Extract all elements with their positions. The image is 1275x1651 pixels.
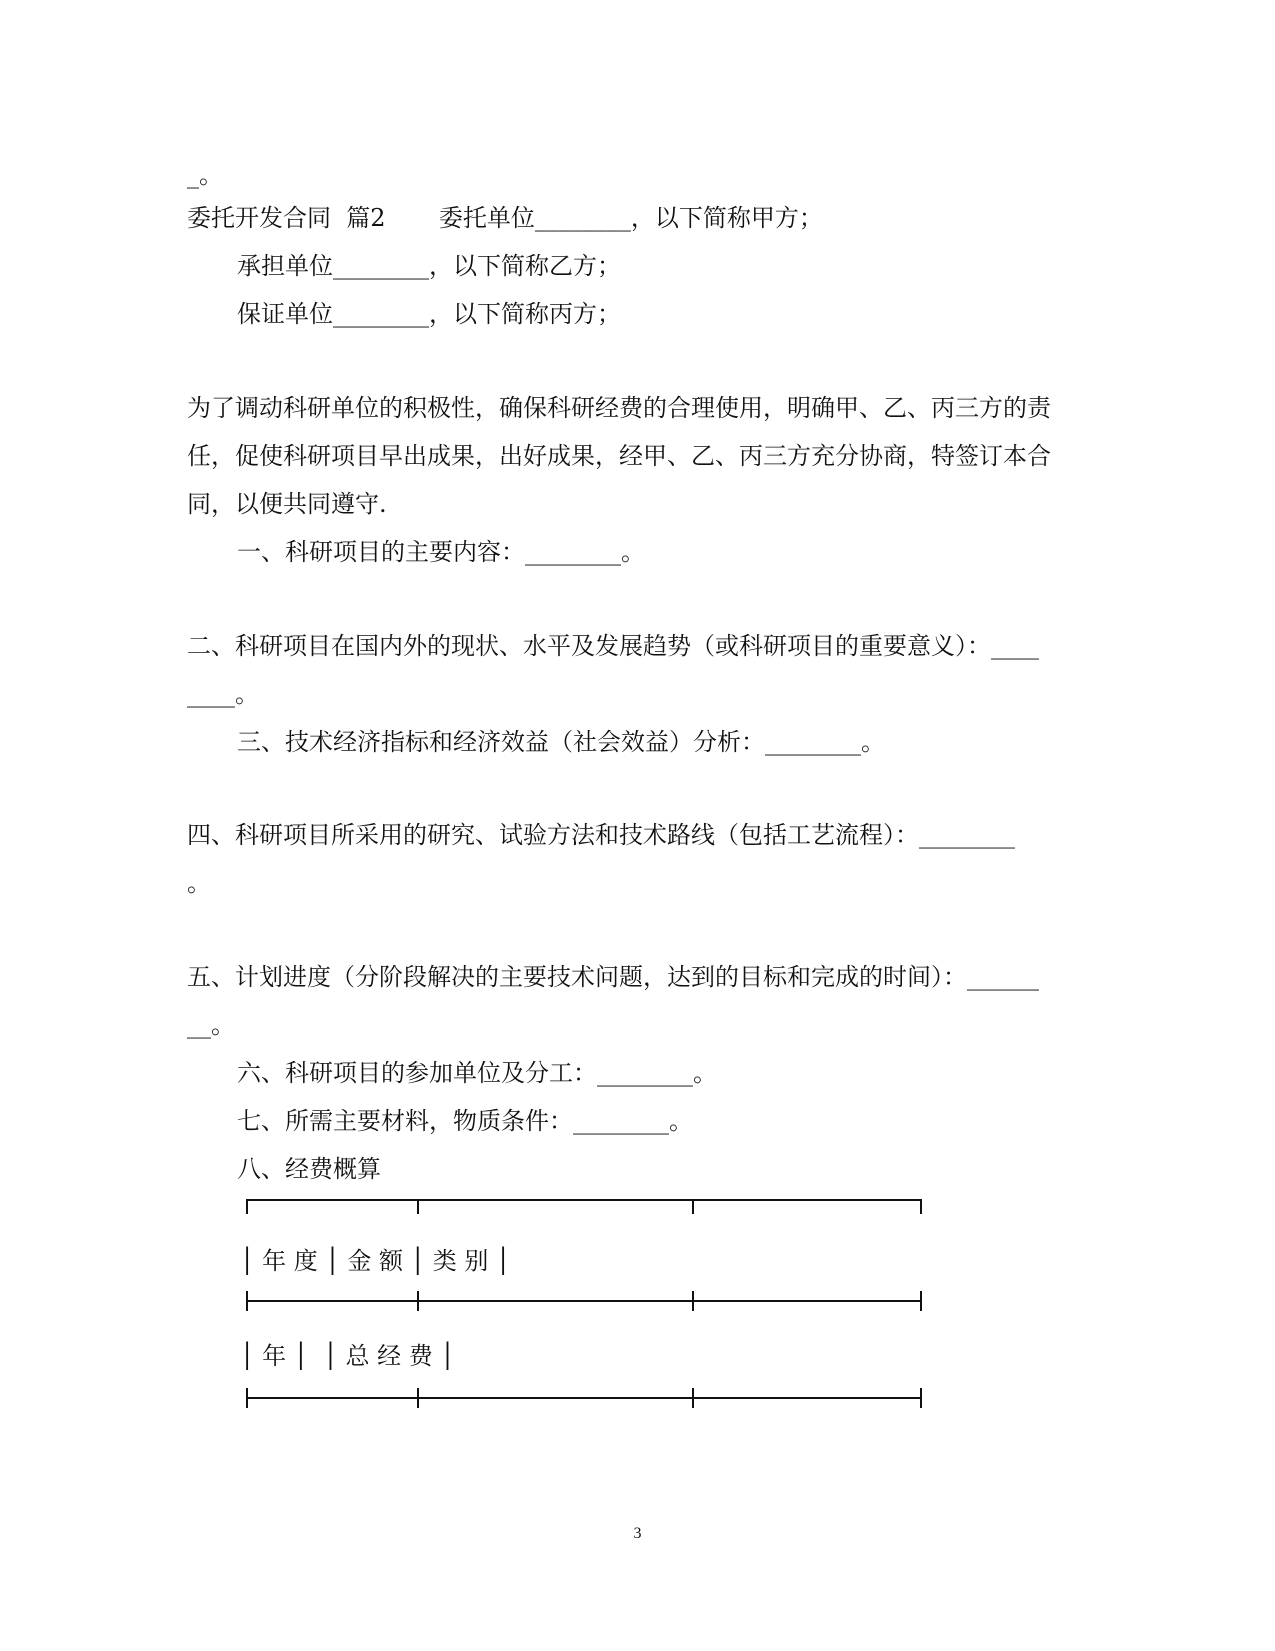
clause-5: 五、计划进度（分阶段解决的主要技术问题，达到的目标和完成的时间）：______ [187, 963, 1039, 991]
table-divider [246, 1388, 922, 1408]
clause-7: 七、所需主要材料，物质条件：________。 [237, 1107, 693, 1135]
preamble-line-1: 为了调动科研单位的积极性，确保科研经费的合理使用，明确甲、乙、丙三方的责 [187, 394, 1051, 422]
clause-3: 三、技术经济指标和经济效益（社会效益）分析：________。 [237, 728, 885, 756]
clause-4-cont: 。 [187, 869, 211, 897]
contract-heading-line: 委托开发合同 篇2 委托单位________，以下简称甲方； [187, 204, 823, 232]
text-line: _。 [187, 161, 223, 189]
clause-1: 一、科研项目的主要内容：________。 [237, 538, 645, 566]
clause-8: 八、经费概算 [237, 1155, 381, 1183]
page-number: 3 [633, 1525, 642, 1542]
table-top-border [246, 1198, 922, 1218]
clause-5-cont: __。 [187, 1011, 235, 1039]
preamble-line-2: 任，促使科研项目早出成果，出好成果，经甲、乙、丙三方充分协商，特签订本合 [187, 442, 1051, 470]
clause-2-cont: ____。 [187, 680, 259, 708]
table-header-row: │ 年 度 │ 金 额 │ 类 别 │ [240, 1247, 511, 1275]
preamble-line-3: 同，以便共同遵守. [187, 490, 387, 518]
table-row: │ 年 │ │ 总 经 费 │ [240, 1342, 455, 1370]
party-b-line: 承担单位________，以下简称乙方； [237, 252, 621, 280]
clause-6: 六、科研项目的参加单位及分工：________。 [237, 1059, 717, 1087]
table-divider [246, 1291, 922, 1311]
clause-2: 二、科研项目在国内外的现状、水平及发展趋势（或科研项目的重要意义）：____ [187, 632, 1039, 660]
party-c-line: 保证单位________，以下简称丙方； [237, 300, 621, 328]
clause-4: 四、科研项目所采用的研究、试验方法和技术路线（包括工艺流程）：________ [187, 821, 1015, 849]
